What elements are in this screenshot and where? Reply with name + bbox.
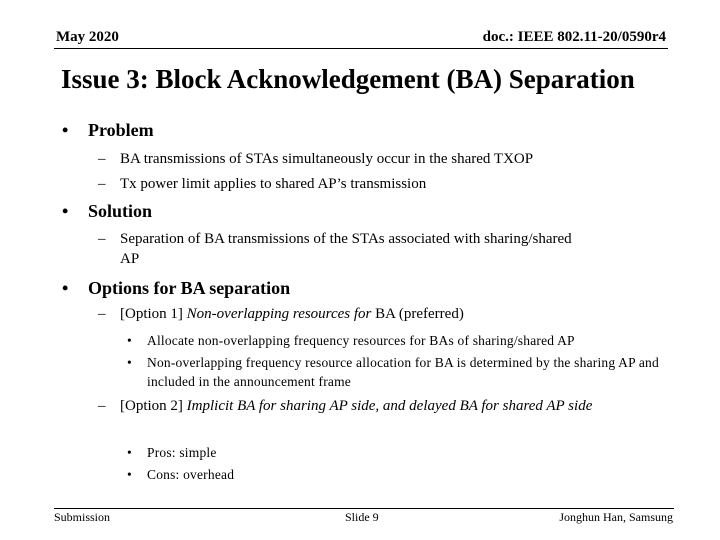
- option-2-subitem-2: [127, 465, 667, 484]
- option-1-prefix: [Option 1]: [120, 306, 187, 322]
- slide-title: Issue 3: Block Acknowledgement (BA) Separation: [61, 64, 635, 94]
- solution-item-text: Separation of BA transmissions of the STAs associated with sharing/shared AP: [120, 231, 572, 267]
- option-1-subitem-text: Non-overlapping frequency resource allocation for BA is determined by the sharing AP and included in the announcement frame: [147, 355, 659, 389]
- footer-author: Jonghun Han, Samsung: [559, 510, 673, 524]
- footer-submission: Submission: [54, 510, 111, 524]
- option-2-italic: Implicit BA for sharing AP side, and delayed BA for shared AP side: [186, 398, 593, 414]
- option-1-subitem-text: Allocate non-overlapping frequency resources for BAs of sharing/shared AP: [147, 333, 575, 348]
- header-date: May 2020: [56, 29, 119, 45]
- bullet-icon: •: [62, 278, 69, 298]
- bullet-icon: •: [127, 355, 132, 370]
- option-2-subitem-text: Cons: overhead: [147, 467, 235, 482]
- bullet-icon: •: [62, 201, 69, 221]
- problem-heading: Problem: [88, 120, 154, 140]
- option-1: [98, 304, 668, 324]
- option-2-text: [98, 396, 673, 416]
- bullet-problem: [62, 120, 154, 141]
- header-doc-id: doc.: IEEE 802.11-20/0590r4: [482, 29, 666, 45]
- option-2-subitem-text: Pros: simple: [147, 445, 217, 460]
- option-2: [98, 396, 673, 416]
- option-1-subitem-1: [127, 331, 667, 350]
- options-heading: Options for BA separation: [88, 278, 291, 298]
- solution-item-1: [98, 229, 578, 269]
- dash-icon: –: [98, 231, 106, 247]
- bullet-icon: •: [127, 445, 132, 460]
- problem-item-text: BA transmissions of STAs simultaneously occur in the shared TXOP: [120, 151, 534, 167]
- problem-item-text: Tx power limit applies to shared AP’s transmission: [120, 176, 427, 192]
- option-1-subitem-2: [127, 353, 667, 391]
- dash-icon: –: [98, 151, 106, 167]
- dash-icon: –: [98, 398, 106, 414]
- option-1-text: [98, 304, 668, 324]
- problem-item-1: [98, 149, 658, 169]
- solution-heading: Solution: [88, 201, 153, 221]
- bullet-solution: [62, 201, 152, 222]
- bullet-icon: •: [127, 333, 132, 348]
- footer-slide-number: Slide 9: [345, 510, 379, 524]
- header-divider: [54, 48, 668, 49]
- option-2-prefix: [Option 2]: [120, 398, 187, 414]
- option-2-subitem-1: [127, 443, 667, 462]
- bullet-icon: •: [62, 120, 69, 140]
- footer-divider: [54, 508, 674, 509]
- problem-item-2: [98, 174, 658, 194]
- option-1-suffix: BA (preferred): [375, 306, 464, 322]
- dash-icon: –: [98, 176, 106, 192]
- bullet-icon: •: [127, 467, 132, 482]
- dash-icon: –: [98, 306, 106, 322]
- option-1-italic: Non-overlapping resources for: [186, 306, 376, 322]
- bullet-options: [62, 278, 290, 299]
